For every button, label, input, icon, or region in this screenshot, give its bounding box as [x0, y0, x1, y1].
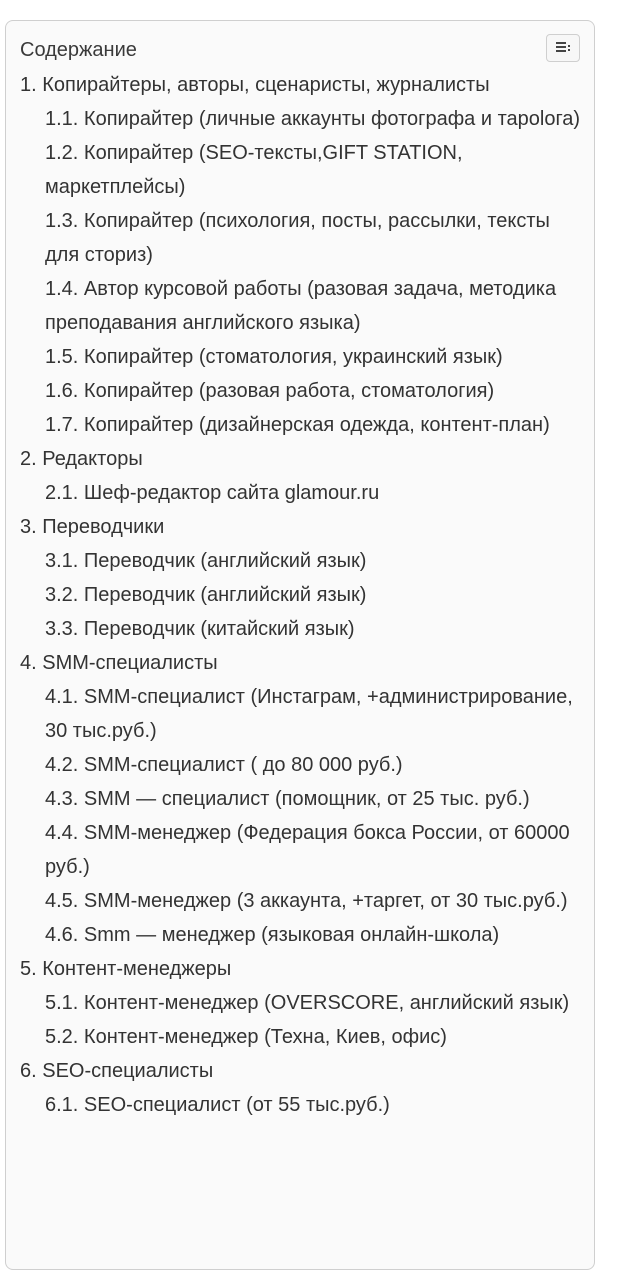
toc-link[interactable]: 3.2. Переводчик (английский язык) — [45, 584, 367, 606]
toc-link[interactable]: 5. Контент-менеджеры — [20, 958, 232, 980]
toc-subsection-item — [20, 748, 584, 782]
toc-subsection-item — [20, 884, 584, 918]
toc-link[interactable]: 6. SEO-специалисты — [20, 1060, 214, 1082]
toc-link[interactable]: 1.5. Копирайтер (стоматология, украинский язык) — [45, 346, 503, 368]
toc-subsection-item — [20, 102, 584, 136]
toc-link[interactable]: 2. Редакторы — [20, 448, 143, 470]
toc-link[interactable]: 4. SMM-специалисты — [20, 652, 218, 674]
toc-link[interactable]: 4.6. Smm — менеджер (языковая онлайн-школа) — [45, 924, 500, 946]
toc-link[interactable]: 1.2. Копирайтер (SEO-тексты,GIFT STATION, маркетплейсы) — [45, 142, 463, 198]
toc-subsection-item — [20, 986, 584, 1020]
toc-link[interactable]: 4.3. SMM — специалист (помощник, от 25 тыс. руб.) — [45, 788, 530, 810]
toc-link[interactable]: 4.4. SMM-менеджер (Федерация бокса России, от 60000 руб.) — [45, 822, 570, 878]
toc-link[interactable]: 1. Копирайтеры, авторы, сценаристы, журналисты — [20, 74, 490, 96]
toc-link[interactable]: 6.1. SEO-специалист (от 55 тыс.руб.) — [45, 1094, 390, 1116]
toc-link[interactable]: 4.2. SMM-специалист ( до 80 000 руб.) — [45, 754, 403, 776]
toc-list — [20, 68, 584, 1122]
toc-link[interactable]: 4.1. SMM-специалист (Инстаграм, +администрирование, 30 тыс.руб.) — [45, 686, 573, 742]
toc-link[interactable]: 3.1. Переводчик (английский язык) — [45, 550, 367, 572]
toc-section-item — [20, 952, 584, 986]
toc-subsection-item — [20, 476, 584, 510]
toc-subsection-item — [20, 578, 584, 612]
toc-subsection-item — [20, 204, 584, 272]
toc-link[interactable]: 3. Переводчики — [20, 516, 165, 538]
toc-subsection-item — [20, 1020, 584, 1054]
toc-link[interactable]: 5.2. Контент-менеджер (Техна, Киев, офис) — [45, 1026, 447, 1048]
toc-subsection-item — [20, 544, 584, 578]
toc-link[interactable]: 5.1. Контент-менеджер (OVERSCORE, английский язык) — [45, 992, 570, 1014]
toc-link[interactable]: 1.7. Копирайтер (дизайнерская одежда, контент-план) — [45, 414, 550, 436]
toc-subsection-item — [20, 782, 584, 816]
toc-section-item — [20, 1054, 584, 1088]
toc-section-item — [20, 442, 584, 476]
toc-link[interactable]: 1.4. Автор курсовой работы (разовая задача, методика преподавания английского языка) — [45, 278, 557, 334]
toc-subsection-item — [20, 374, 584, 408]
table-of-contents — [5, 20, 595, 1270]
toc-subsection-item — [20, 612, 584, 646]
toc-link[interactable]: 1.1. Копирайтер (личные аккаунты фотографа и тарolога) — [45, 108, 581, 130]
toc-section-item — [20, 68, 584, 102]
toc-title: Содержание — [20, 39, 137, 61]
toc-section-item — [20, 646, 584, 680]
toc-link[interactable]: 3.3. Переводчик (китайский язык) — [45, 618, 355, 640]
toc-link[interactable]: 1.6. Копирайтер (разовая работа, стоматология) — [45, 380, 495, 402]
toc-section-item — [20, 510, 584, 544]
toc-toggle-button[interactable] — [546, 34, 580, 62]
toc-link[interactable]: 2.1. Шеф-редактор сайта glamour.ru — [45, 482, 380, 504]
toc-link[interactable]: 4.5. SMM-менеджер (3 аккаунта, +таргет, от 30 тыс.руб.) — [45, 890, 568, 912]
list-toggle-icon — [547, 35, 579, 61]
toc-subsection-item — [20, 680, 584, 748]
toc-subsection-item — [20, 272, 584, 340]
toc-subsection-item — [20, 1088, 584, 1122]
toc-subsection-item — [20, 408, 584, 442]
toc-subsection-item — [20, 136, 584, 204]
toc-subsection-item — [20, 918, 584, 952]
toc-link[interactable]: 1.3. Копирайтер (психология, посты, рассылки, тексты для сториз) — [45, 210, 550, 266]
toc-subsection-item — [20, 340, 584, 374]
toc-subsection-item — [20, 816, 584, 884]
